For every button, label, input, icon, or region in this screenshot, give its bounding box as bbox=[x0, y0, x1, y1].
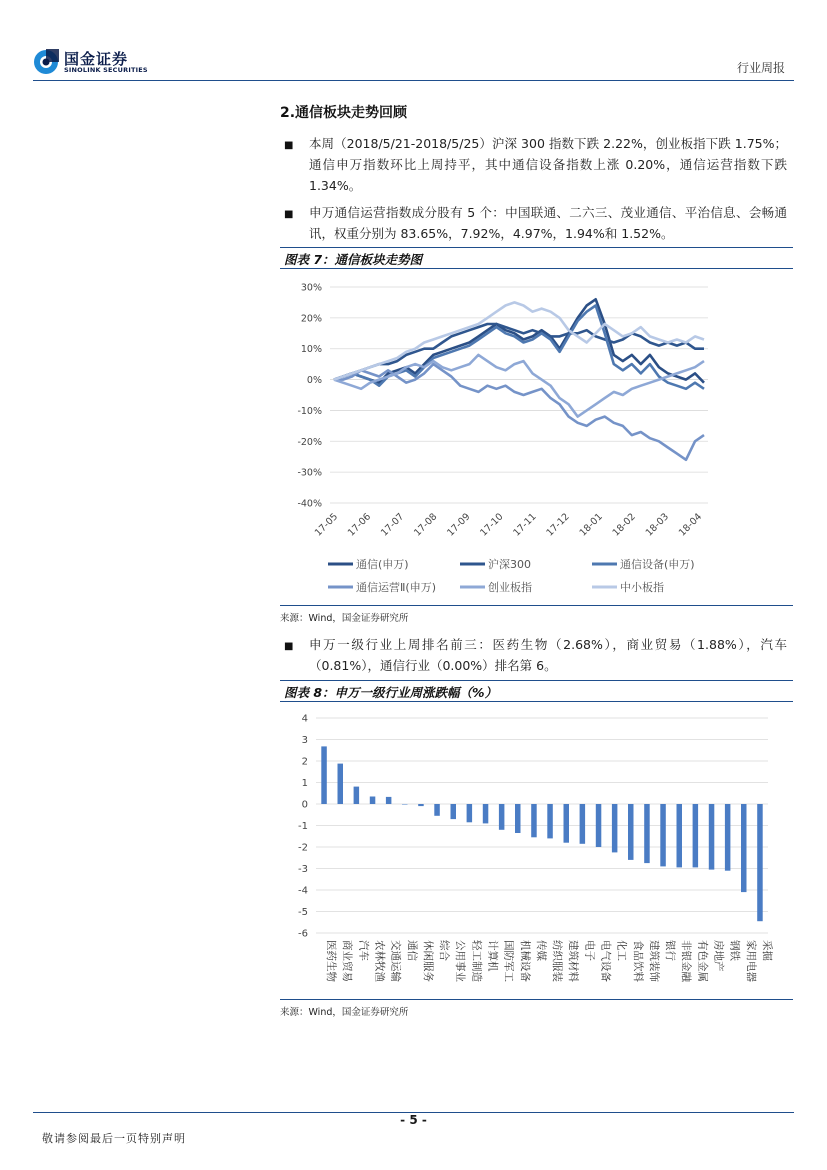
x-tick-label: 商业贸易 bbox=[341, 940, 354, 982]
x-tick-label: 农林牧渔 bbox=[373, 940, 386, 982]
y-tick-label: 0 bbox=[301, 799, 308, 811]
bar bbox=[338, 764, 344, 804]
section-title: 2.通信板块走势回顾 bbox=[280, 105, 408, 121]
x-tick-label: 传媒 bbox=[534, 940, 547, 961]
bar bbox=[660, 804, 666, 866]
x-tick-label: 家用电器 bbox=[744, 940, 757, 982]
bar bbox=[386, 797, 392, 804]
legend-label: 沪深300 bbox=[488, 558, 531, 571]
x-tick-label: 18-03 bbox=[643, 511, 672, 539]
legend-label: 通信设备(申万) bbox=[620, 558, 695, 571]
paragraph-industry-ranking: 申万一级行业上周排名前三：医药生物（2.68%），商业贸易（1.88%），汽车（0.81%），通信行业（0.00%）排名第 6。 bbox=[309, 637, 787, 673]
bar bbox=[757, 804, 763, 921]
y-tick-label: 30% bbox=[300, 282, 322, 294]
x-tick-label: 17-10 bbox=[478, 511, 506, 539]
x-tick-label: 17-08 bbox=[412, 511, 440, 539]
x-tick-label: 17-06 bbox=[345, 511, 374, 539]
paragraph-market-review: 本周（2018/5/21-2018/5/25）沪深 300 指数下跌 2.22%，创业板指下跌 1.75%；通信申万指数环比上周持平，其中通信设备指数上涨 0.20%，通信运营指数下跌 1.34%。 bbox=[309, 136, 787, 193]
y-tick-label: 1 bbox=[301, 778, 308, 789]
bar bbox=[402, 804, 408, 805]
y-tick-label: 10% bbox=[300, 344, 322, 356]
bar bbox=[628, 804, 634, 860]
bar bbox=[596, 804, 602, 847]
figure7-bottom-rule bbox=[280, 605, 793, 606]
sinolink-logo-icon bbox=[33, 49, 59, 75]
x-tick-label: 建筑材料 bbox=[567, 940, 580, 982]
x-tick-label: 电子 bbox=[583, 940, 596, 961]
x-tick-label: 17-07 bbox=[379, 511, 407, 539]
x-tick-label: 轻工制造 bbox=[470, 940, 483, 982]
x-tick-label: 休闲服务 bbox=[421, 940, 434, 982]
y-tick-label: -40% bbox=[297, 498, 322, 510]
x-tick-label: 化工 bbox=[615, 940, 628, 961]
x-tick-label: 17-09 bbox=[445, 511, 473, 539]
bar bbox=[370, 797, 376, 805]
x-tick-label: 综合 bbox=[438, 940, 451, 961]
x-tick-label: 17-11 bbox=[511, 511, 539, 539]
x-tick-label: 医药生物 bbox=[325, 940, 338, 982]
bullet-icon: ■ bbox=[284, 641, 294, 652]
bar bbox=[451, 804, 457, 819]
x-tick-label: 有色金属 bbox=[696, 940, 709, 982]
bar bbox=[709, 804, 715, 870]
bar bbox=[434, 804, 440, 816]
bar bbox=[547, 804, 553, 838]
x-tick-label: 银行 bbox=[664, 940, 677, 961]
x-tick-label: 18-02 bbox=[610, 511, 638, 539]
brand-name-cn: 国金证券 bbox=[64, 50, 129, 68]
x-tick-label: 纺织服装 bbox=[551, 940, 564, 982]
paragraph-telecom-weights: 申万通信运营指数成分股有 5 个：中国联通、二六三、茂业通信、平治信息、会畅通讯，权重分别为 83.65%，7.92%，4.97%，1.94%和 1.52%。 bbox=[309, 205, 787, 241]
x-tick-label: 食品饮料 bbox=[631, 940, 644, 982]
y-tick-label: -10% bbox=[297, 405, 322, 417]
bar bbox=[741, 804, 747, 892]
page-number: - 5 - bbox=[400, 1113, 427, 1127]
x-tick-label: 房地产 bbox=[712, 940, 725, 972]
bar bbox=[467, 804, 473, 822]
y-tick-label: -4 bbox=[298, 885, 308, 897]
bar bbox=[564, 804, 570, 843]
figure7-title: 图表 7：通信板块走势图 bbox=[284, 252, 423, 267]
figure8-source: 来源：Wind，国金证券研究所 bbox=[280, 1007, 409, 1018]
bar bbox=[580, 804, 586, 844]
x-tick-label: 建筑装饰 bbox=[647, 940, 660, 982]
legend-label: 通信(申万) bbox=[356, 558, 409, 571]
y-tick-label: 4 bbox=[301, 713, 308, 725]
line-chart-telecom-trend bbox=[280, 272, 793, 602]
bar bbox=[644, 804, 650, 863]
legend-label: 通信运营Ⅱ(申万) bbox=[356, 581, 436, 594]
y-tick-label: -6 bbox=[298, 928, 308, 940]
y-tick-label: -1 bbox=[298, 821, 308, 832]
bullet-icon: ■ bbox=[284, 140, 294, 151]
legend-label: 创业板指 bbox=[488, 581, 532, 594]
legend-label: 中小板指 bbox=[620, 581, 664, 594]
x-tick-label: 交通运输 bbox=[389, 940, 402, 982]
bar bbox=[515, 804, 521, 833]
bar bbox=[483, 804, 489, 823]
figure8-title: 图表 8：申万一级行业周涨跌幅（%） bbox=[284, 685, 498, 700]
brand-name-en: SINOLINK SECURITIES bbox=[64, 66, 148, 74]
x-tick-label: 钢铁 bbox=[728, 940, 741, 961]
bar bbox=[418, 804, 424, 806]
x-tick-label: 汽车 bbox=[357, 940, 370, 961]
bar bbox=[693, 804, 699, 867]
x-tick-label: 通信 bbox=[405, 940, 418, 961]
report-type: 行业周报 bbox=[736, 61, 785, 75]
y-tick-label: 20% bbox=[300, 313, 322, 325]
bar-chart-industry-weekly bbox=[280, 705, 793, 997]
y-tick-label: -20% bbox=[297, 436, 322, 448]
x-tick-label: 18-01 bbox=[577, 511, 605, 539]
y-tick-label: 0% bbox=[306, 375, 322, 387]
bar bbox=[612, 804, 618, 852]
y-tick-label: -5 bbox=[298, 907, 308, 918]
x-tick-label: 17-05 bbox=[312, 511, 341, 539]
y-tick-label: -30% bbox=[297, 467, 322, 479]
x-tick-label: 采掘 bbox=[760, 940, 773, 961]
bullet-icon: ■ bbox=[284, 209, 294, 220]
x-tick-label: 18-04 bbox=[676, 511, 705, 539]
footer-disclaimer: 敬请参阅最后一页特别声明 bbox=[42, 1132, 186, 1145]
y-tick-label: -2 bbox=[298, 842, 308, 854]
bar bbox=[499, 804, 505, 830]
x-tick-label: 国防军工 bbox=[502, 940, 515, 982]
bar bbox=[354, 787, 360, 804]
x-tick-label: 机械设备 bbox=[518, 940, 531, 982]
x-tick-label: 17-12 bbox=[544, 511, 572, 539]
figure7-source: 来源：Wind，国金证券研究所 bbox=[280, 613, 409, 624]
x-tick-label: 计算机 bbox=[486, 940, 499, 972]
y-tick-label: 3 bbox=[301, 735, 308, 746]
figure8-bottom-rule bbox=[280, 999, 793, 1000]
header-divider bbox=[33, 80, 794, 81]
x-tick-label: 公用事业 bbox=[454, 940, 467, 982]
x-tick-label: 非银金融 bbox=[680, 940, 693, 982]
bar bbox=[725, 804, 731, 871]
series-line bbox=[334, 364, 704, 460]
bar bbox=[321, 746, 327, 804]
y-tick-label: -3 bbox=[298, 864, 308, 875]
y-tick-label: 2 bbox=[301, 756, 308, 768]
bar bbox=[677, 804, 683, 867]
x-tick-label: 电气设备 bbox=[599, 940, 612, 982]
bar bbox=[531, 804, 537, 837]
